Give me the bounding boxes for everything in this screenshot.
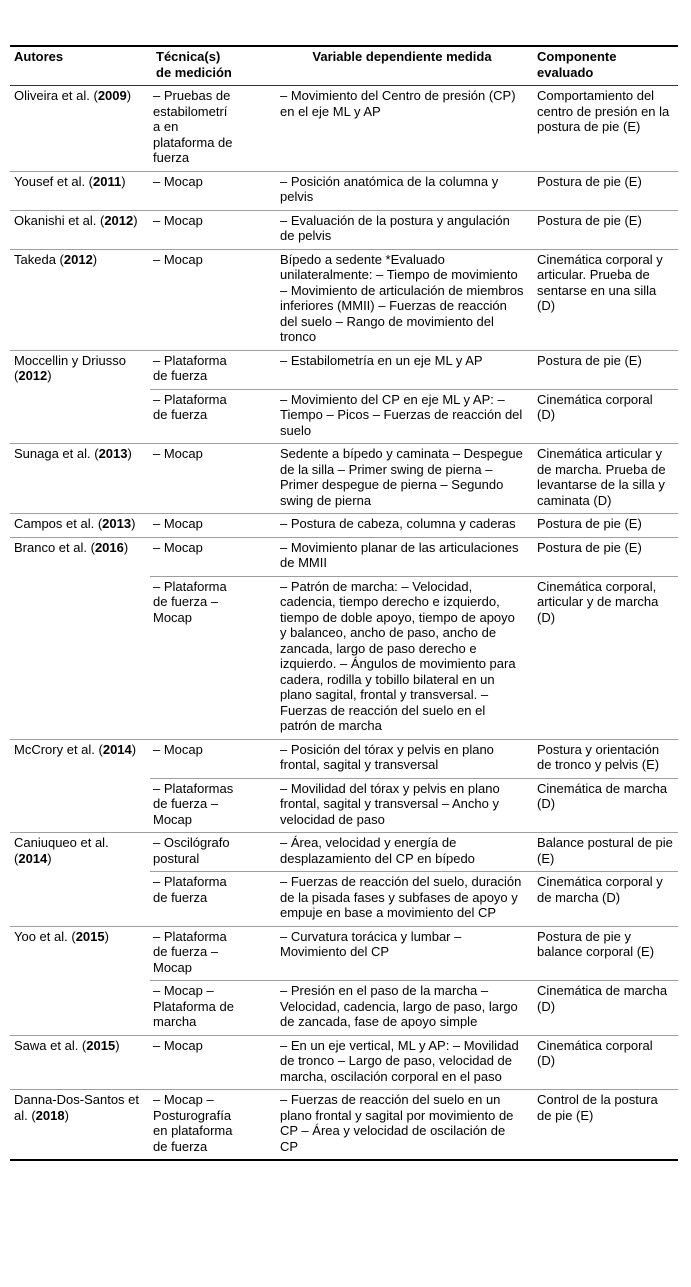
component-cell: Cinemática corporal, articular y de marcha (D)	[532, 576, 678, 739]
variable-cell: – Postura de cabeza, columna y caderas	[238, 514, 532, 538]
component-cell: Postura de pie (E)	[532, 171, 678, 210]
table-row	[10, 171, 678, 210]
component-cell: Postura de pie (E)	[532, 210, 678, 249]
author-cell: McCrory et al. (2014)	[10, 739, 150, 833]
author-cell: Sawa et al. (2015)	[10, 1035, 150, 1090]
technique-cell: – Mocap	[150, 514, 238, 538]
component-cell: Cinemática corporal (D)	[532, 1035, 678, 1090]
author-cell: Yoo et al. (2015)	[10, 926, 150, 1035]
component-cell: Cinemática articular y de marcha. Prueba de levantarse de la silla y caminata (D)	[532, 444, 678, 514]
variable-cell: – En un eje vertical, ML y AP: – Movilidad de tronco – Largo de paso, velocidad de marcha, oscilación corporal en el paso	[238, 1035, 532, 1090]
table-row	[10, 86, 678, 172]
technique-cell: – Mocap	[150, 249, 238, 350]
component-cell: Postura de pie (E)	[532, 537, 678, 576]
paper-table	[10, 45, 678, 1161]
variable-cell: – Curvatura torácica y lumbar – Movimiento del CP	[238, 926, 532, 981]
author-year: 2012	[18, 368, 48, 383]
author-year: 2015	[86, 1037, 116, 1053]
header-autores: Autores	[10, 46, 150, 86]
author-year: 2016	[94, 539, 124, 555]
component-cell: Postura de pie y balance corporal (E)	[532, 926, 678, 981]
variable-cell: – Presión en el paso de la marcha – Velocidad, cadencia, largo de paso, largo de zancada, fase de apoyo simple	[238, 981, 532, 1036]
technique-cell: – Plataforma de fuerza – Mocap	[150, 926, 238, 981]
variable-cell: – Movimiento del CP en eje ML y AP: – Tiempo – Picos – Fuerzas de reacción del suelo	[238, 389, 532, 444]
variable-cell: – Posición anatómica de la columna y pelvis	[238, 171, 532, 210]
variable-cell: Bípedo a sedente *Evaluado unilateralmente: – Tiempo de movimiento – Movimiento de articulación de miembros inferiores (MMII) – Fuerzas de reacción del suelo – Rango de movimiento del tronco	[238, 249, 532, 350]
variable-cell: – Fuerzas de reacción del suelo, duración de la pisada fases y subfases de apoyo y empuje en base a movimiento del CP	[238, 872, 532, 927]
author-cell: Oliveira et al. (2009)	[10, 86, 150, 172]
technique-cell: – Mocap	[150, 1035, 238, 1090]
author-year: 2014	[102, 741, 132, 757]
technique-cell: – Mocap	[150, 210, 238, 249]
variable-cell: – Posición del tórax y pelvis en plano frontal, sagital y transversal	[238, 739, 532, 778]
technique-cell: – Mocap	[150, 537, 238, 576]
table-row	[10, 210, 678, 249]
table-row	[10, 514, 678, 538]
variable-cell: – Movimiento planar de las articulaciones de MMII	[238, 537, 532, 576]
author-cell: Caniuqueo et al. (2014)	[10, 833, 150, 927]
table-row	[10, 350, 678, 389]
table-row	[10, 537, 678, 576]
author-year: 2018	[35, 1107, 65, 1123]
table-row	[10, 1090, 678, 1161]
author-cell: Campos et al. (2013)	[10, 514, 150, 538]
variable-cell: – Movilidad del tórax y pelvis en plano frontal, sagital y transversal – Ancho y velocidad de paso	[238, 778, 532, 833]
variable-cell: – Patrón de marcha: – Velocidad, cadencia, tiempo derecho e izquierdo, tiempo de doble apoyo, tiempo de apoyo y balanceo, ancho de paso, ancho de zancada, largo de paso derecho e izquierdo. – Ángulos de movimiento para cadera, rodilla y tobillo bilateral en un plano sagital, frontal y transversal. – Fuerzas de reacción del suelo en el patrón de marcha	[238, 576, 532, 739]
component-cell: Comportamiento del centro de presión en la postura de pie (E)	[532, 86, 678, 172]
technique-cell: – Mocap	[150, 739, 238, 778]
table-row	[10, 739, 678, 778]
author-cell: Moccellin y Driusso (2012)	[10, 350, 150, 444]
author-year: 2009	[97, 88, 127, 103]
table-header	[10, 46, 678, 86]
technique-cell: – Mocap – Plataforma de marcha	[150, 981, 238, 1036]
table-row	[10, 833, 678, 872]
author-cell: Branco et al. (2016)	[10, 537, 150, 739]
author-year: 2012	[63, 251, 93, 267]
variable-cell: Sedente a bípedo y caminata – Despegue de la silla – Primer swing de pierna – Primer despegue de pierna – Segundo swing de pierna	[238, 444, 532, 514]
component-cell: Cinemática corporal y de marcha (D)	[532, 872, 678, 927]
component-cell: Postura de pie (E)	[532, 350, 678, 389]
technique-cell: – Plataforma de fuerza	[150, 389, 238, 444]
component-cell: Postura y orientación de tronco y pelvis (E)	[532, 739, 678, 778]
technique-cell: – Pruebas de estabilometría en plataforma de fuerza	[150, 86, 238, 172]
author-year: 2013	[102, 516, 132, 531]
table-row	[10, 926, 678, 981]
technique-cell: – Oscilógrafo postural	[150, 833, 238, 872]
component-cell: Control de la postura de pie (E)	[532, 1090, 678, 1161]
technique-cell: – Plataformas de fuerza – Mocap	[150, 778, 238, 833]
technique-cell: – Mocap	[150, 444, 238, 514]
table-row	[10, 249, 678, 350]
author-cell: Danna-Dos-Santos et al. (2018)	[10, 1090, 150, 1161]
table-row	[10, 444, 678, 514]
table-row	[10, 1035, 678, 1090]
technique-cell: – Mocap – Posturografía en plataforma de fuerza	[150, 1090, 238, 1161]
component-cell: Balance postural de pie (E)	[532, 833, 678, 872]
author-year: 2012	[104, 212, 134, 228]
author-year: 2015	[75, 928, 105, 944]
variable-cell: – Evaluación de la postura y angulación de pelvis	[238, 210, 532, 249]
variable-cell: – Movimiento del Centro de presión (CP) en el eje ML y AP	[238, 86, 532, 172]
author-year: 2011	[93, 173, 122, 189]
technique-cell: – Mocap	[150, 171, 238, 210]
component-cell: Postura de pie (E)	[532, 514, 678, 538]
component-cell: Cinemática corporal y articular. Prueba de sentarse en una silla (D)	[532, 249, 678, 350]
author-cell: Okanishi et al. (2012)	[10, 210, 150, 249]
technique-cell: – Plataforma de fuerza	[150, 872, 238, 927]
header-variable: Variable dependiente medida	[238, 46, 532, 86]
component-cell: Cinemática de marcha (D)	[532, 981, 678, 1036]
author-cell: Takeda (2012)	[10, 249, 150, 350]
table-body	[10, 86, 678, 1161]
header-componente: Componente evaluado	[532, 46, 678, 86]
component-cell: Cinemática de marcha (D)	[532, 778, 678, 833]
author-year: 2014	[18, 850, 48, 866]
variable-cell: – Estabilometría en un eje ML y AP	[238, 350, 532, 389]
technique-cell: – Plataforma de fuerza	[150, 350, 238, 389]
author-cell: Yousef et al. (2011)	[10, 171, 150, 210]
header-tecnica: Técnica(s) de medición	[150, 46, 238, 86]
author-cell: Sunaga et al. (2013)	[10, 444, 150, 514]
header-row	[10, 46, 678, 86]
author-year: 2013	[98, 446, 128, 461]
variable-cell: – Fuerzas de reacción del suelo en un plano frontal y sagital por movimiento de CP – Área y velocidad de oscilación de CP	[238, 1090, 532, 1161]
component-cell: Cinemática corporal (D)	[532, 389, 678, 444]
technique-cell: – Plataforma de fuerza – Mocap	[150, 576, 238, 739]
variable-cell: – Área, velocidad y energía de desplazamiento del CP en bípedo	[238, 833, 532, 872]
